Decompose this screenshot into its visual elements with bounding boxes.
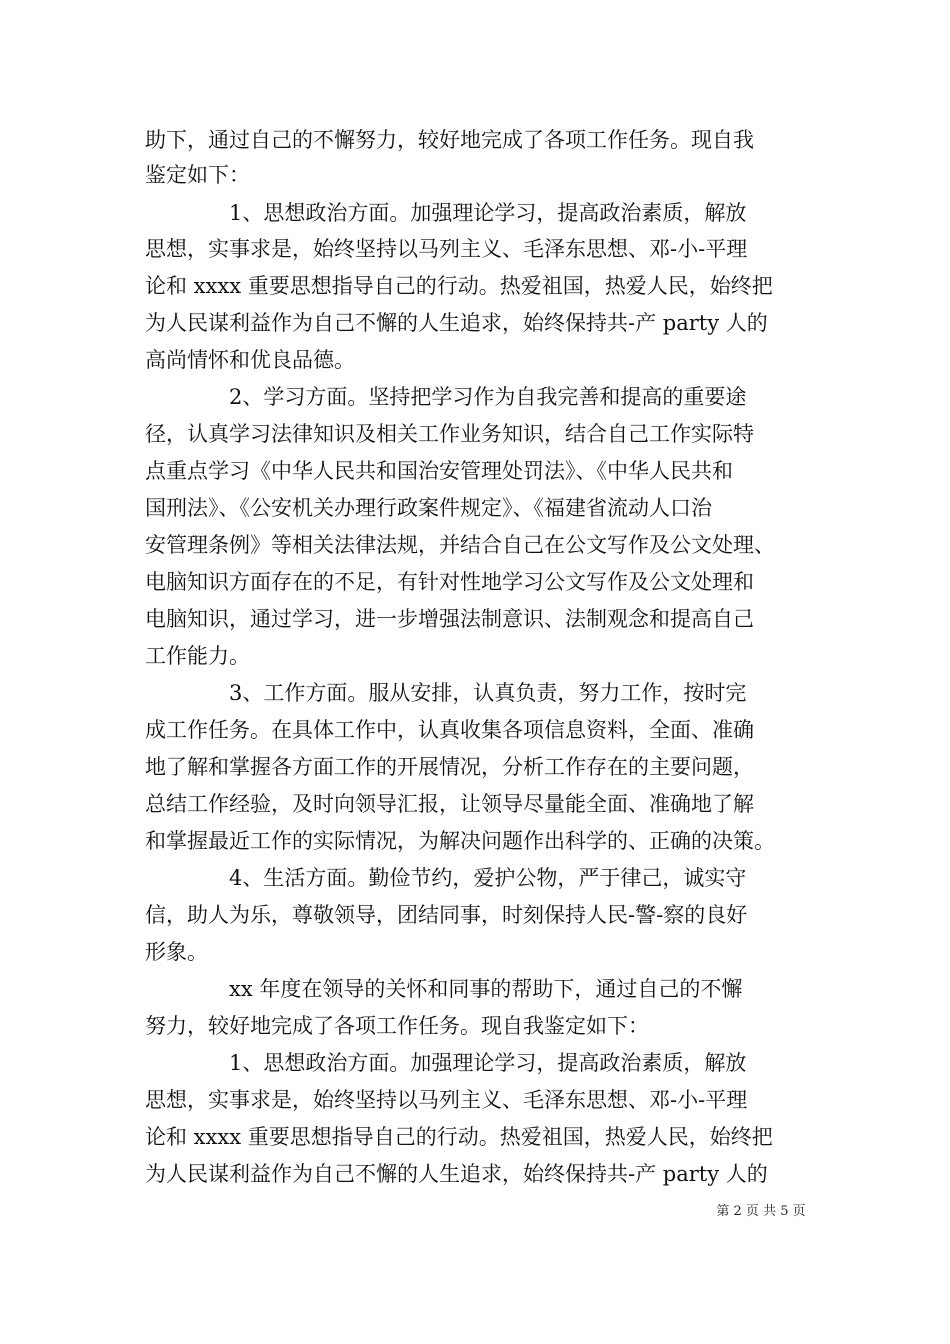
page-number: 第 2 页 共 5 页: [716, 1204, 806, 1219]
text-line: 3、工作方面。服从安排，认真负责，努力工作，按时完: [145, 681, 747, 705]
text-line: 论和 xxxx 重要思想指导自己的行动。热爱祖国，热爱人民，始终把: [145, 1125, 773, 1149]
text-line: 信，助人为乐，尊敬领导，团结同事，时刻保持人民-警-察的良好: [145, 903, 748, 927]
text-line: 总结工作经验，及时向领导汇报，让领导尽量能全面、准确地了解: [145, 792, 754, 816]
text-line: 和掌握最近工作的实际情况，为解决问题作出科学的、正确的决策。: [145, 829, 775, 853]
text-line: 点重点学习《中华人民共和国治安管理处罚法》、《中华人民共和: [145, 459, 733, 483]
text-line: 1、思想政治方面。加强理论学习，提高政治素质，解放: [145, 201, 747, 225]
text-line: 电脑知识方面存在的不足，有针对性地学习公文写作及公文处理和: [145, 570, 754, 594]
text-line: 国刑法》、《公安机关办理行政案件规定》、《福建省流动人口治: [145, 496, 712, 520]
text-line: 工作能力。: [145, 644, 250, 668]
text-line: 形象。: [145, 940, 208, 964]
text-line: 为人民谋利益作为自己不懈的人生追求，始终保持共-产 party 人的: [145, 1162, 768, 1186]
text-line: 径，认真学习法律知识及相关工作业务知识，结合自己工作实际特: [145, 422, 754, 446]
text-line: 鉴定如下：: [145, 163, 250, 187]
text-line: 为人民谋利益作为自己不懈的人生追求，始终保持共-产 party 人的: [145, 311, 768, 335]
text-line: 电脑知识，通过学习，进一步增强法制意识、法制观念和提高自己: [145, 607, 754, 631]
text-line: xx 年度在领导的关怀和同事的帮助下，通过自己的不懈: [145, 977, 743, 1001]
text-line: 1、思想政治方面。加强理论学习，提高政治素质，解放: [145, 1051, 747, 1075]
text-line: 努力，较好地完成了各项工作任务。现自我鉴定如下：: [145, 1014, 649, 1038]
text-line: 2、学习方面。坚持把学习作为自我完善和提高的重要途: [145, 385, 747, 409]
text-line: 高尚情怀和优良品德。: [145, 348, 355, 372]
text-line: 地了解和掌握各方面工作的开展情况，分析工作存在的主要问题，: [145, 755, 754, 779]
text-line: 4、生活方面。勤俭节约，爱护公物，严于律己，诚实守: [145, 866, 747, 890]
text-line: 思想，实事求是，始终坚持以马列主义、毛泽东思想、邓-小-平理: [145, 237, 748, 261]
text-line: 思想，实事求是，始终坚持以马列主义、毛泽东思想、邓-小-平理: [145, 1088, 748, 1112]
text-line: 成工作任务。在具体工作中，认真收集各项信息资料，全面、准确: [145, 718, 754, 742]
text-line: 论和 xxxx 重要思想指导自己的行动。热爱祖国，热爱人民，始终把: [145, 274, 773, 298]
text-line: 助下，通过自己的不懈努力，较好地完成了各项工作任务。现自我: [145, 128, 754, 152]
text-line: 安管理条例》等相关法律法规，并结合自己在公文写作及公文处理、: [145, 533, 775, 557]
